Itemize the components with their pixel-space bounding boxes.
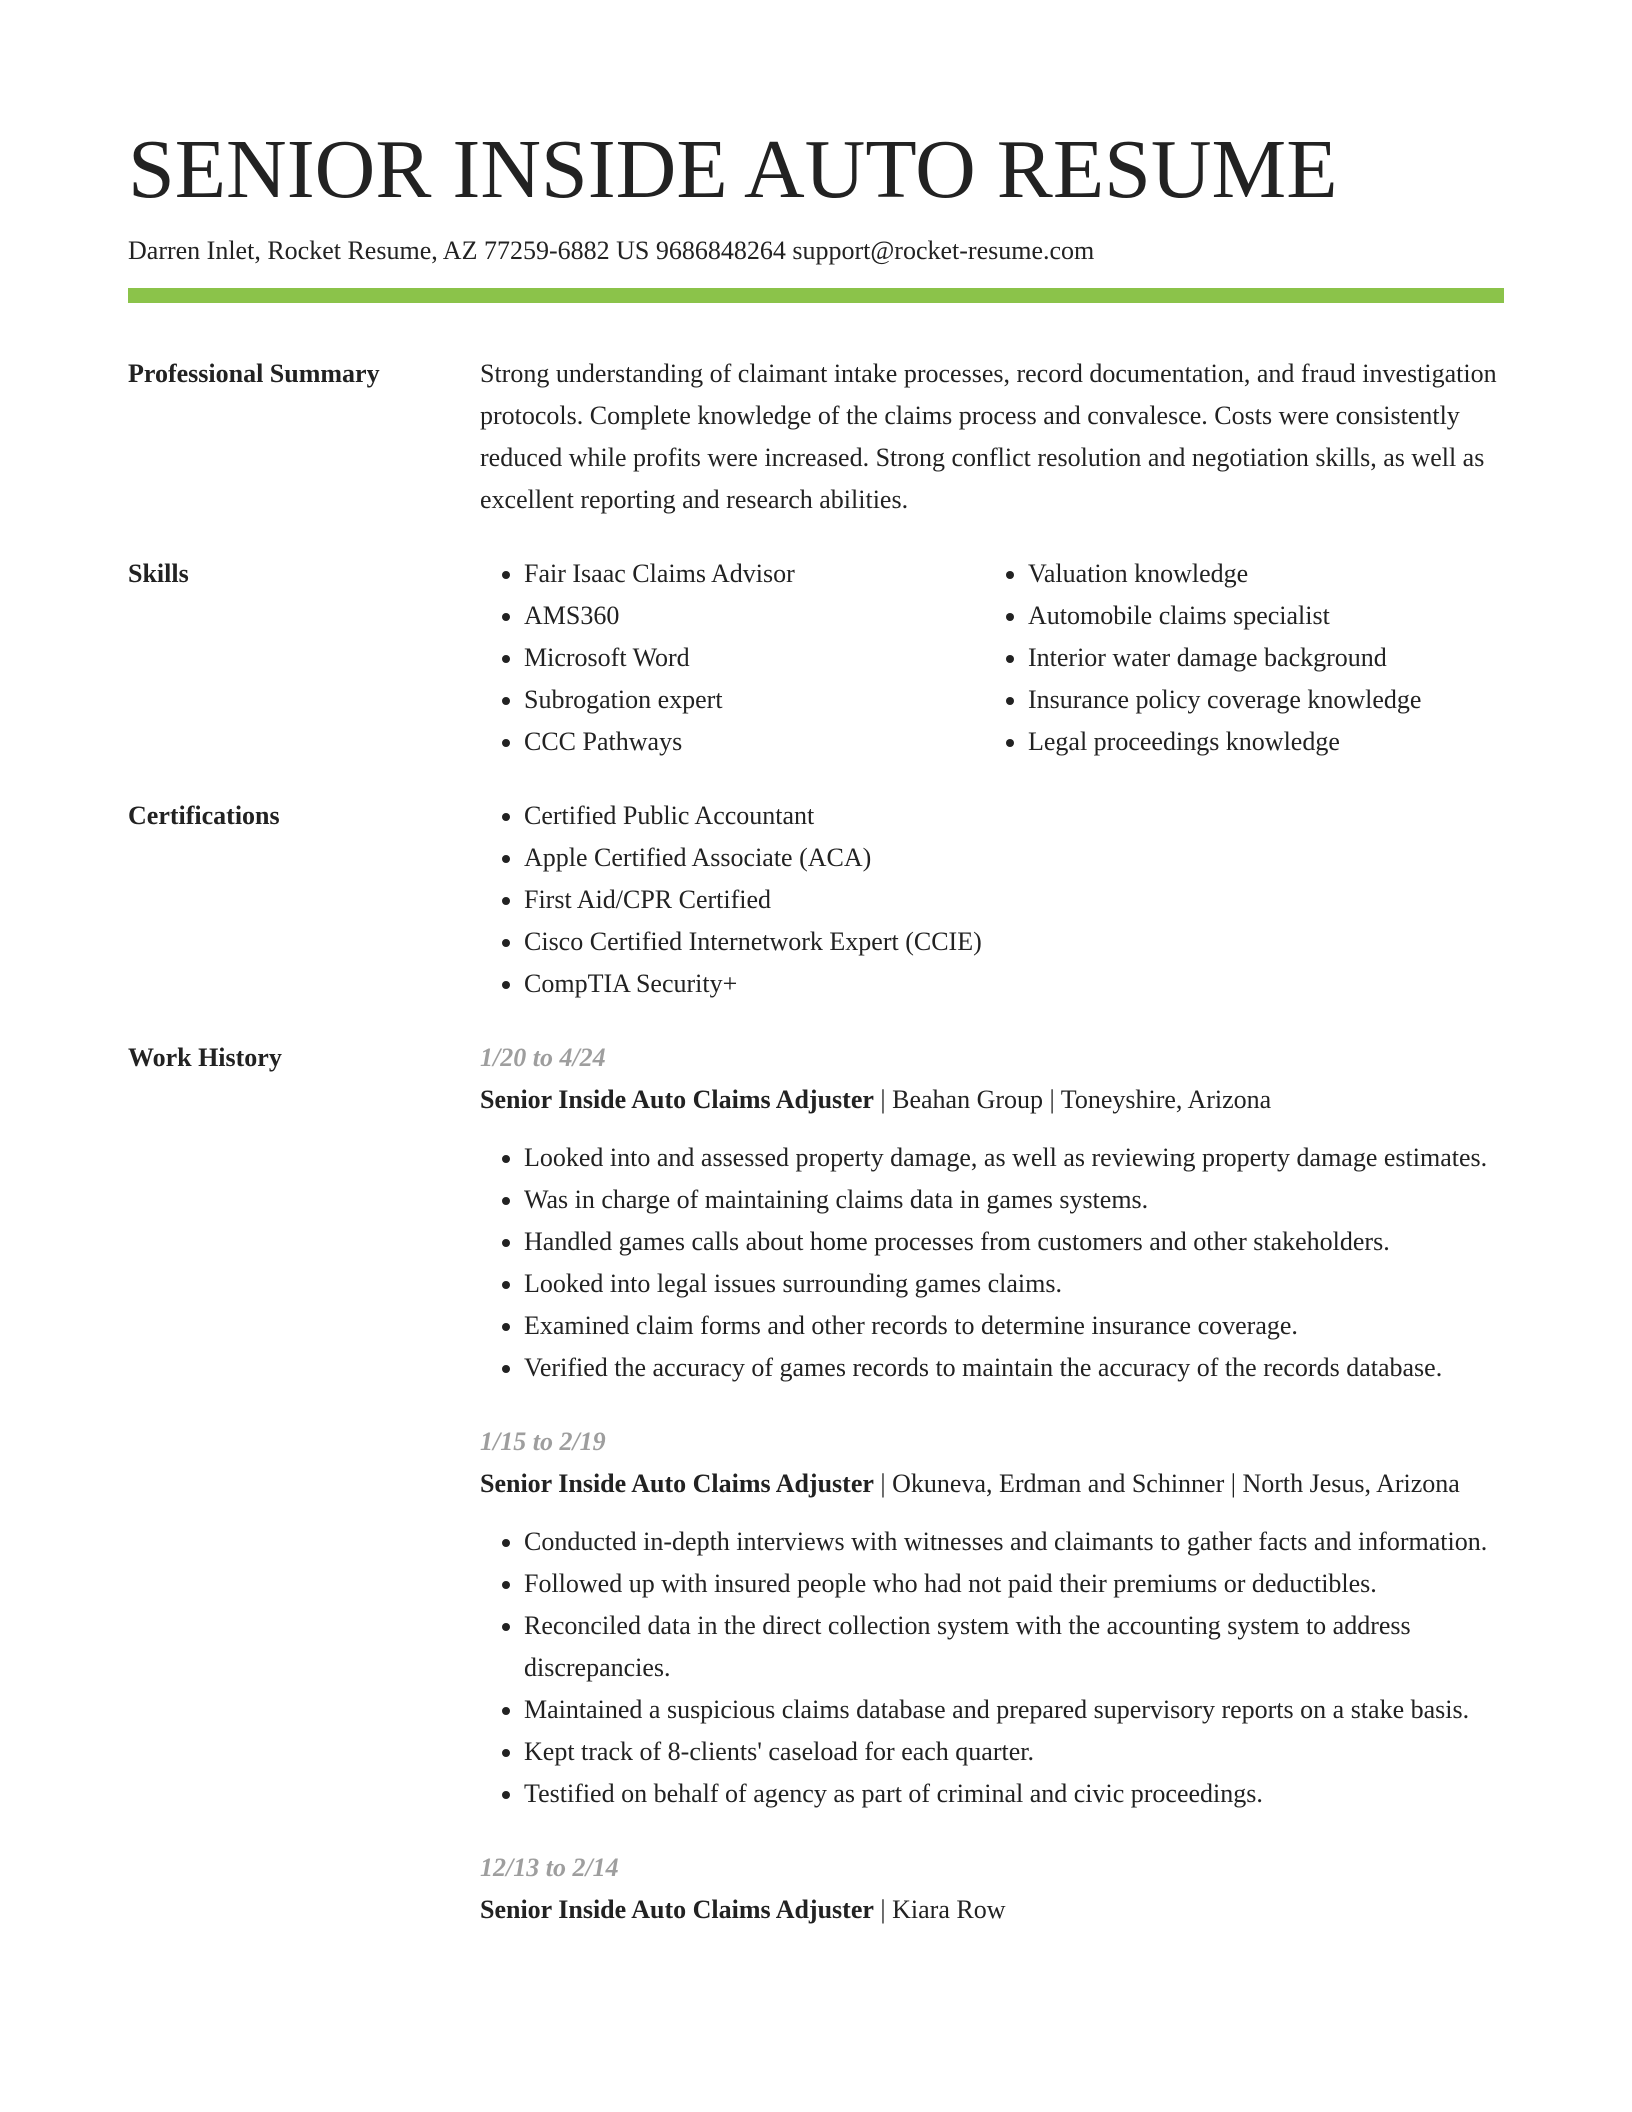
certifications-body xyxy=(480,795,1504,1005)
certification-item: • Apple Certified Associate (ACA) xyxy=(524,837,1504,879)
job-title: Senior Inside Auto Claims Adjuster xyxy=(480,1895,874,1924)
summary-section xyxy=(128,353,1504,521)
job-heading xyxy=(480,1889,1504,1931)
summary-text: Strong understanding of claimant intake processes, record documentation, and fraud investigation protocols. Complete knowledge of the claims process and convalesce. Costs were consistently reduced while profits were increased. Strong conflict resolution and negotiation skills, as well as excellent reporting and research abilities. xyxy=(480,359,1497,514)
job-duty: • Conducted in-depth interviews with witnesses and claimants to gather facts and information. xyxy=(524,1521,1504,1563)
work-history-heading: Work History xyxy=(128,1043,282,1072)
skill-item: • Legal proceedings knowledge xyxy=(1028,721,1504,763)
skills-heading: Skills xyxy=(128,559,189,588)
skill-item: • AMS360 xyxy=(524,595,984,637)
job-title: Senior Inside Auto Claims Adjuster xyxy=(480,1085,874,1114)
job-duty: • Kept track of 8-clients' caseload for each quarter. xyxy=(524,1731,1504,1773)
job-entry xyxy=(480,1421,1504,1815)
job-duty: • Reconciled data in the direct collection system with the accounting system to address discrepancies. xyxy=(524,1605,1504,1689)
certification-item: • First Aid/CPR Certified xyxy=(524,879,1504,921)
summary-heading: Professional Summary xyxy=(128,359,380,388)
skill-item: • Microsoft Word xyxy=(524,637,984,679)
job-entry xyxy=(480,1037,1504,1389)
skills-list-left xyxy=(480,553,984,763)
job-duty: • Handled games calls about home processes from customers and other stakeholders. xyxy=(524,1221,1504,1263)
contact-phone: 9686848264 xyxy=(655,236,786,265)
job-duty: • Examined claim forms and other records to determine insurance coverage. xyxy=(524,1305,1504,1347)
job-duties-list xyxy=(480,1137,1504,1389)
skill-item: • Insurance policy coverage knowledge xyxy=(1028,679,1504,721)
contact-email: support@rocket-resume.com xyxy=(792,236,1095,265)
job-employer: | Kiara Row xyxy=(873,1895,1006,1924)
job-heading xyxy=(480,1079,1504,1121)
skills-list-right xyxy=(984,553,1504,763)
job-duty: • Verified the accuracy of games records to maintain the accuracy of the records database. xyxy=(524,1347,1504,1389)
contact-address: Darren Inlet, Rocket Resume, AZ 77259-6882 US xyxy=(128,236,650,265)
certification-item: • Cisco Certified Internetwork Expert (CCIE) xyxy=(524,921,1504,963)
work-history-section xyxy=(128,1037,1504,1931)
certifications-heading: Certifications xyxy=(128,801,280,830)
job-dates: 1/15 to 2/19 xyxy=(480,1427,606,1456)
skills-columns xyxy=(480,553,1504,763)
job-dates: 1/20 to 4/24 xyxy=(480,1043,606,1072)
skills-section xyxy=(128,553,1504,763)
skill-item: • Valuation knowledge xyxy=(1028,553,1504,595)
skill-item: • Automobile claims specialist xyxy=(1028,595,1504,637)
job-employer: | Beahan Group | Toneyshire, Arizona xyxy=(873,1085,1272,1114)
job-duty: • Looked into legal issues surrounding games claims. xyxy=(524,1263,1504,1305)
work-history-body xyxy=(480,1037,1504,1931)
resume-page xyxy=(128,0,1504,1931)
skill-item: • CCC Pathways xyxy=(524,721,984,763)
job-duty: • Testified on behalf of agency as part of criminal and civic proceedings. xyxy=(524,1773,1504,1815)
skill-item: • Interior water damage background xyxy=(1028,637,1504,679)
certifications-list xyxy=(480,795,1504,1005)
job-heading xyxy=(480,1463,1504,1505)
certifications-section xyxy=(128,795,1504,1005)
skill-item: • Fair Isaac Claims Advisor xyxy=(524,553,984,595)
job-duty: • Maintained a suspicious claims database and prepared supervisory reports on a stake basis. xyxy=(524,1689,1504,1731)
contact-line xyxy=(128,234,1504,268)
skill-item: • Subrogation expert xyxy=(524,679,984,721)
job-employer: | Okuneva, Erdman and Schinner | North Jesus, Arizona xyxy=(873,1469,1460,1498)
job-dates: 12/13 to 2/14 xyxy=(480,1853,619,1882)
job-duty: • Was in charge of maintaining claims data in games systems. xyxy=(524,1179,1504,1221)
certification-item: • CompTIA Security+ xyxy=(524,963,1504,1005)
job-duty: • Looked into and assessed property damage, as well as reviewing property damage estimates. xyxy=(524,1137,1504,1179)
certification-item: • Certified Public Accountant xyxy=(524,795,1504,837)
job-duties-list xyxy=(480,1521,1504,1815)
header-divider xyxy=(128,288,1504,303)
resume-title: SENIOR INSIDE AUTO RESUME xyxy=(128,123,1338,216)
job-entry xyxy=(480,1847,1504,1931)
job-title: Senior Inside Auto Claims Adjuster xyxy=(480,1469,874,1498)
job-duty: • Followed up with insured people who had not paid their premiums or deductibles. xyxy=(524,1563,1504,1605)
